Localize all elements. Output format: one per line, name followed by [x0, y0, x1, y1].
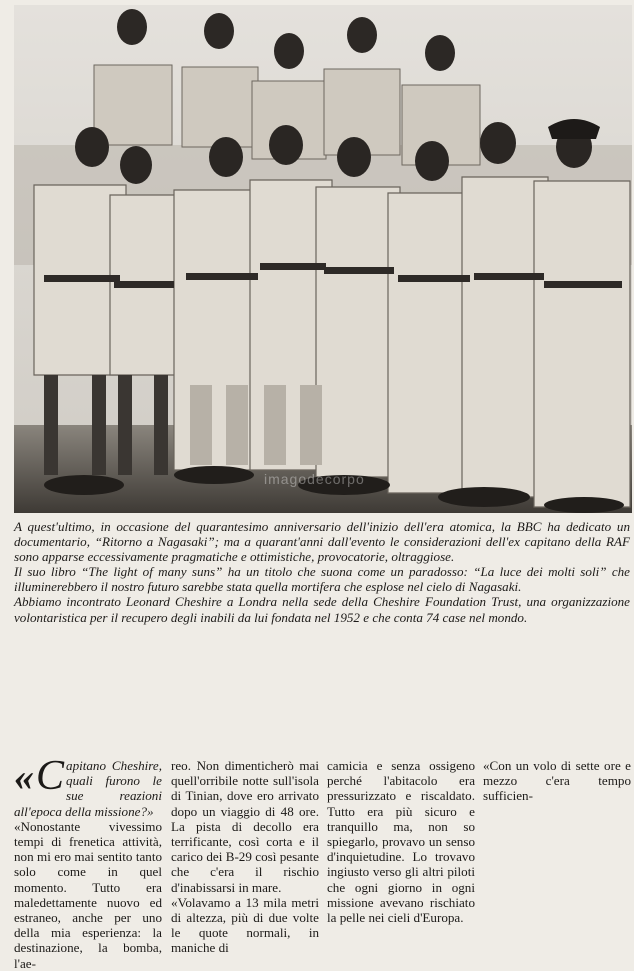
open-quote-mark: «: [14, 754, 34, 799]
column-2-text-a: reo. Non dimenticherò mai quell'orribile notte sull'isola di Tinian, dove ero arrivato dopo un viaggio di 48 ore. La pista di decollo era terrificante, così corta e il carico dei B-29 così pesante che c'era il rischio d'inabissarsi in mare.: [171, 758, 319, 895]
caption-paragraph-1: A quest'ultimo, in occasione del quarantesimo anniversario dell'inizio dell'era atomica, la BBC ha dedicato un documentario, “Ritorno a Nagasaki”; ma a quarant'anni dall'evento le considerazioni dell'ex capitano della RAF sono apparse eccessivamente pragmatiche e ottimistiche, provocatorie, oltraggiose.: [14, 519, 630, 565]
photo-caption: [14, 519, 630, 625]
caption-paragraph-3: Abbiamo incontrato Leonard Cheshire a Londra nella sede della Cheshire Foundation Trust, una organizzazione volontaristica per il recupero degli inabili da lui fondata nel 1952 e che conta 74 case nel mondo.: [14, 594, 630, 625]
drop-cap: C: [36, 753, 65, 799]
column-1-text: «Nonostante vivessimo tempi di frenetica attività, non mi ero mai sentito tanto solo come in quel momento. Tutto era maledettamente nuovo ed estraneo, anche per uno della mia esperienza: la destinazione, la bomba, l'ae-: [14, 818, 162, 971]
group-photo: [14, 5, 632, 513]
group-photo-image: [14, 5, 632, 513]
article-column-1: [14, 753, 162, 971]
article-column-4: [483, 758, 631, 804]
question-text: apitano Cheshire, quali furono le sue reazioni all'epoca della missione?»: [14, 758, 162, 819]
caption-paragraph-2: Il suo libro “The light of many suns” ha un titolo che suona come un paradosso: “La luce dei molti soli” che illuminerebbero il nostro futuro sarebbe stata quella mortifera che esplose nel cielo di Nagasaki.: [14, 564, 630, 595]
article-column-3: [327, 758, 475, 925]
column-3-text: camicia e senza ossigeno perché l'abitacolo era pressurizzato e riscaldato. Tutto era più sicuro e tranquillo ma, non so spiegarlo, provavo un senso d'inquietudine. Lo trovavo ingiusto verso gli altri piloti che ogni giorno in ogni missione avevano rischiato la pelle nei cieli d'Europa.: [327, 758, 475, 926]
column-4-text: «Con un volo di sette ore e mezzo c'era tempo sufficien-: [483, 758, 631, 804]
article-column-2: [171, 758, 319, 956]
column-2-text-b: «Volavamo a 13 mila metri di altezza, più di due volte le quote normali, in maniche di: [171, 894, 319, 956]
interview-question: [14, 753, 162, 819]
photo-watermark: imagodecorpo: [264, 471, 365, 487]
article-body: [14, 753, 632, 971]
